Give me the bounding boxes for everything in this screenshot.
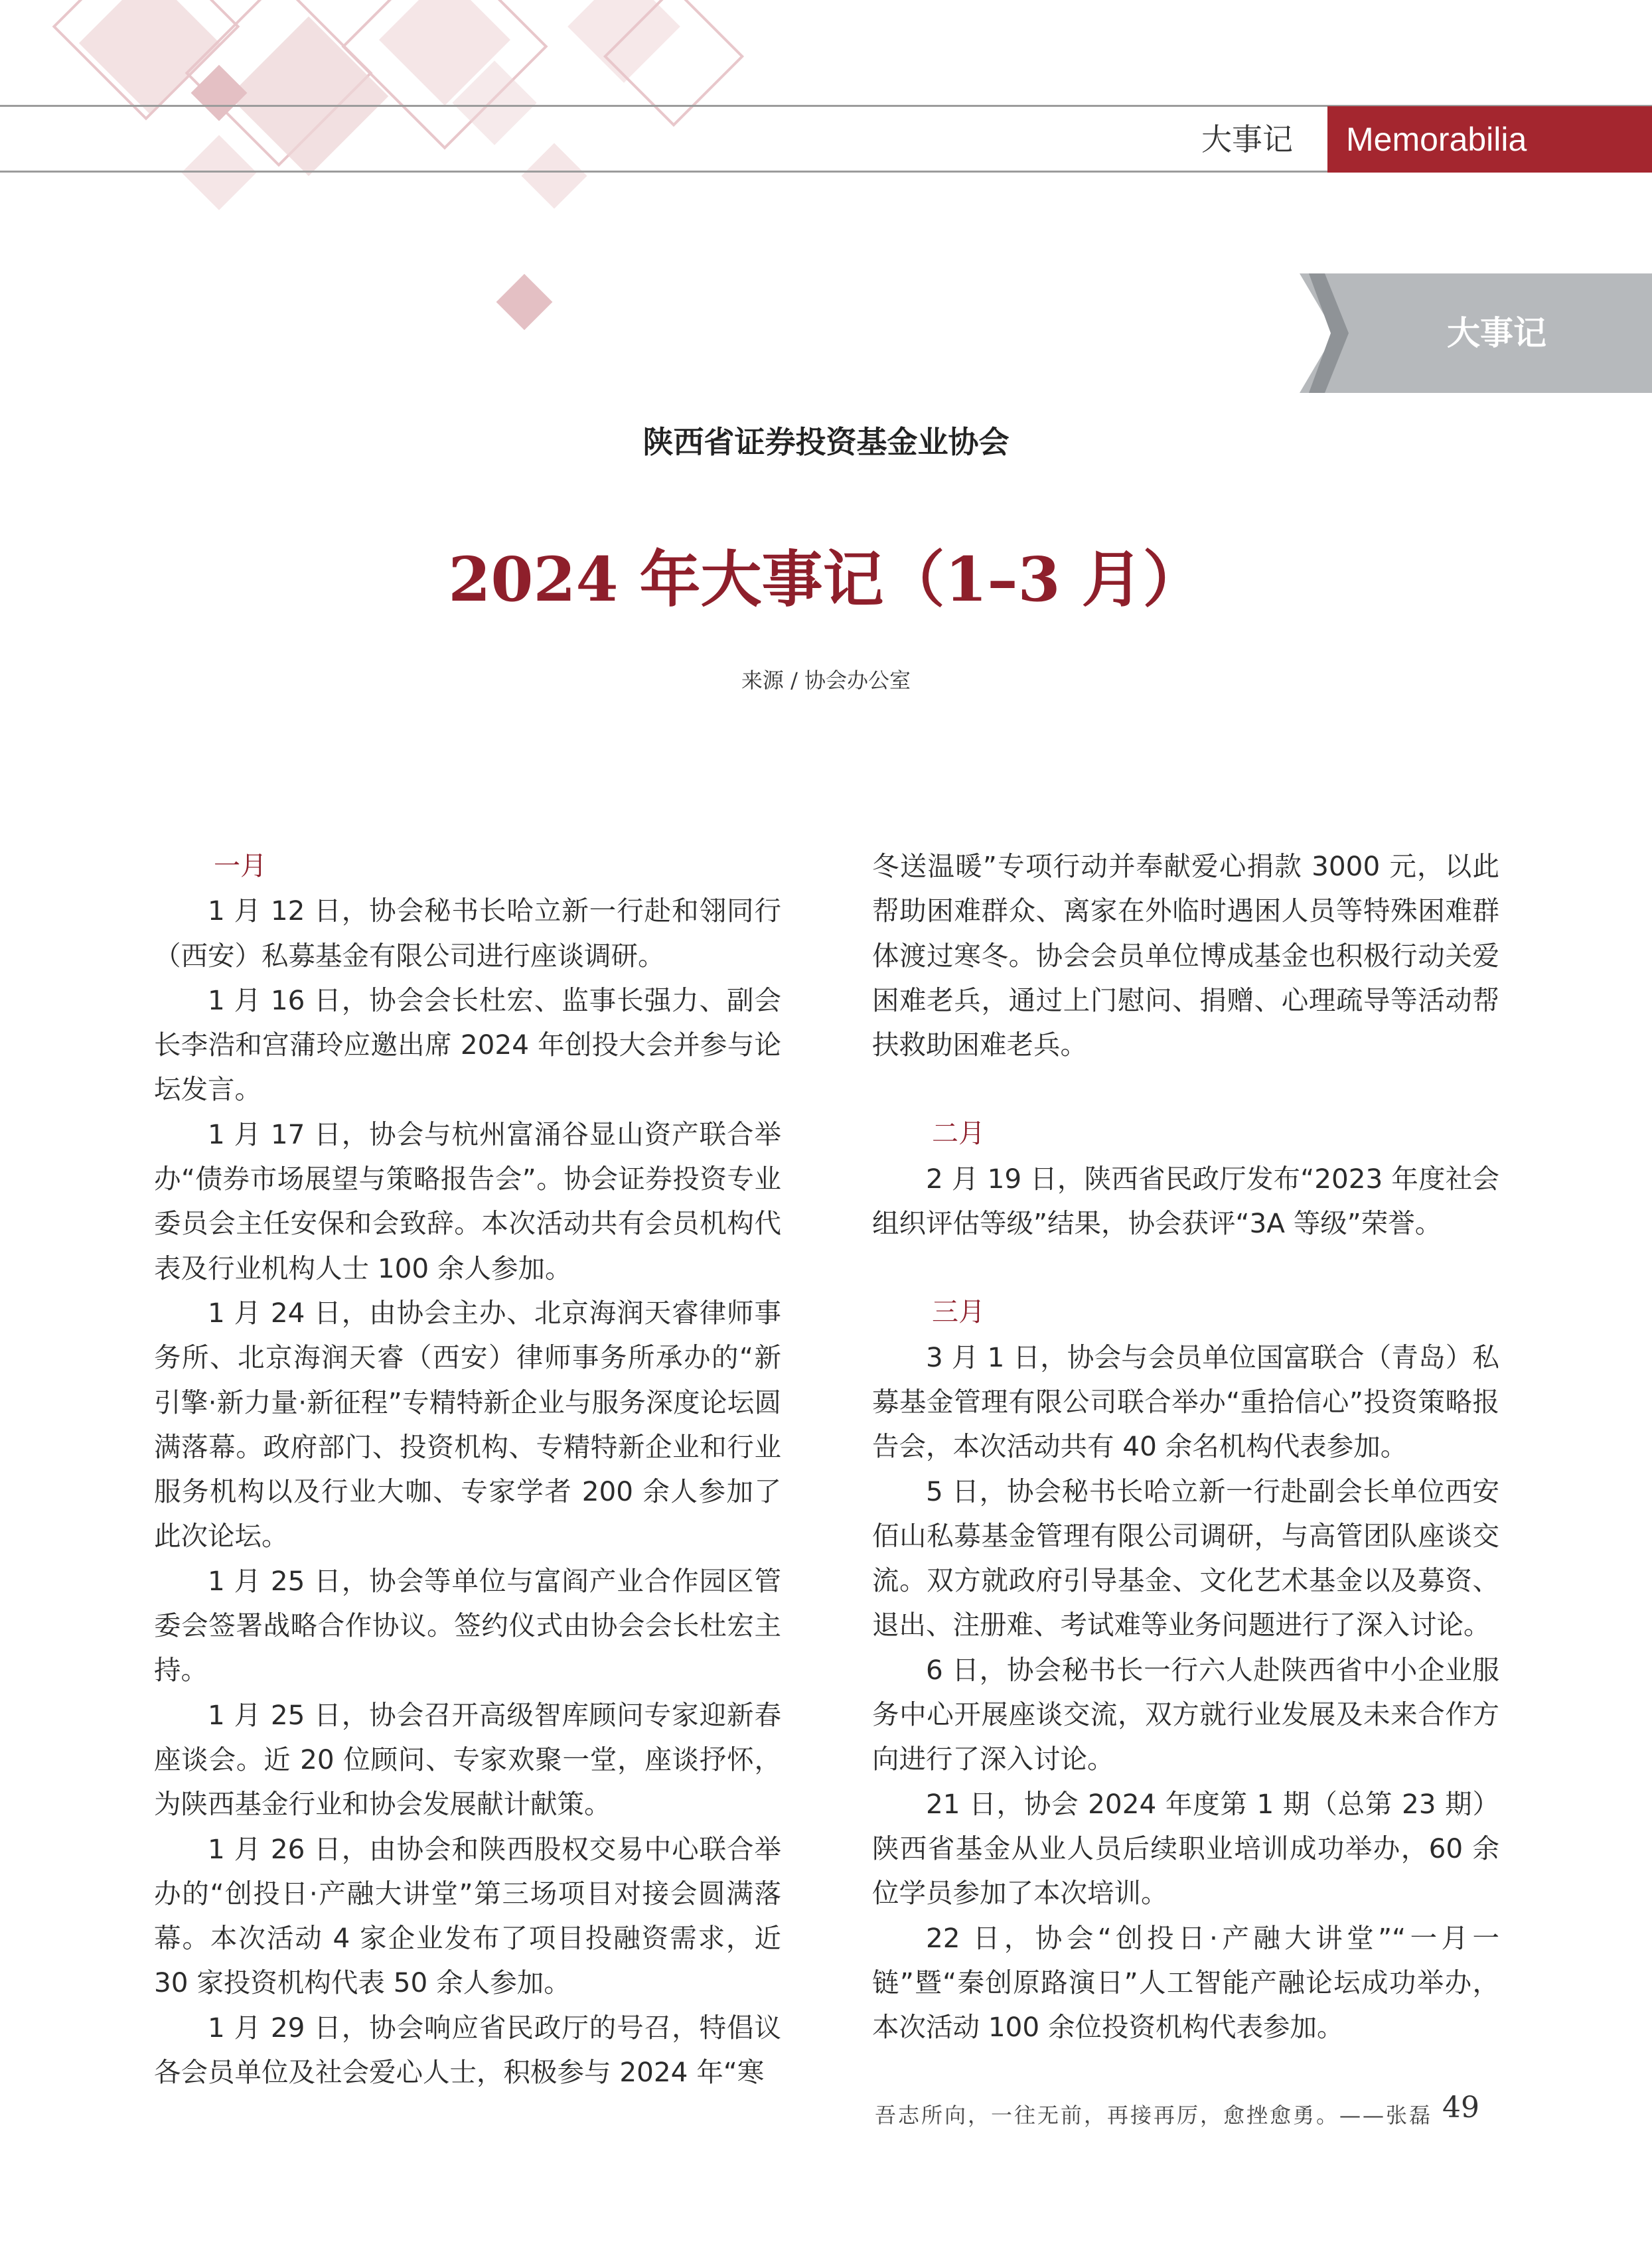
page-number: 49 [1442, 2091, 1479, 2125]
paragraph: 21 日，协会 2024 年度第 1 期（总第 23 期）陕西省基金从业人员后续职业培训成功举办，60 余位学员参加了本次培训。 [872, 1787, 1499, 1909]
right-column [872, 844, 1499, 2050]
article-source: 来源 / 协会办公室 [741, 668, 911, 693]
section-label-en: Memorabilia [1327, 106, 1652, 173]
article-title: 2024 年大事记（1–3 月） [448, 544, 1204, 615]
paragraph: 1 月 12 日，协会秘书长哈立新一行赴和翎同行（西安）私募基金有限公司进行座谈调研。 [154, 895, 781, 972]
paragraph: 1 月 26 日，由协会和陕西股权交易中心联合举办的“创投日·产融大讲堂”第三场项目对接会圆满落幕。本次活动 4 家企业发布了项目投融资需求，近 30 家投资机构代表 50 余人参加。 [154, 1832, 781, 1999]
paragraph: 1 月 16 日，协会会长杜宏、监事长强力、副会长李浩和宫蒲玲应邀出席 2024 年创投大会并参与论坛发言。 [154, 984, 781, 1106]
paragraph: 1 月 17 日，协会与杭州富涌谷显山资产联合举办“债券市场展望与策略报告会”。协会证券投资专业委员会主任安保和会致辞。本次活动共有会员机构代表及行业机构人士 100 余人参加。 [154, 1118, 781, 1284]
decorative-diamond [522, 143, 587, 209]
paragraph-continued: 冬送温暖”专项行动并奉献爱心捐款 3000 元，以此帮助困难群众、离家在外临时遇困人员等特殊困难群体渡过寒冬。协会会员单位博成基金也积极行动关爱困难老兵，通过上门慰问、捐赠、心理疏导等活动帮扶救助困难老兵。 [872, 850, 1499, 1061]
paragraph: 5 日，协会秘书长哈立新一行赴副会长单位西安佰山私募基金管理有限公司调研，与高管团队座谈交流。双方就政府引导基金、文化艺术基金以及募资、退出、注册难、考试难等业务问题进行了深入讨论。 [872, 1475, 1499, 1641]
month-heading-february: 二月 [932, 1118, 985, 1150]
paragraph: 6 日，协会秘书长一行六人赴陕西省中小企业服务中心开展座谈交流，双方就行业发展及未来合作方向进行了深入讨论。 [872, 1653, 1499, 1775]
section-label-zh: 大事记 [1201, 121, 1293, 157]
organization-name: 陕西省证券投资基金业协会 [642, 424, 1010, 460]
paragraph: 3 月 1 日，协会与会员单位国富联合（青岛）私募基金管理有限公司联合举办“重拾信心”投资策略报告会，本次活动共有 40 余名机构代表参加。 [872, 1341, 1499, 1463]
footer-quote: 吾志所向，一往无前，再接再厉，愈挫愈勇。——张磊 [875, 2103, 1433, 2128]
left-column [154, 844, 781, 2095]
month-heading-january: 一月 [214, 851, 267, 881]
section-tab-label: 大事记 [1447, 313, 1546, 352]
paragraph: 1 月 24 日，由协会主办、北京海润天睿律师事务所、北京海润天睿（西安）律师事务所承办的“新引擎·新力量·新征程”专精特新企业与服务深度论坛圆满落幕。政府部门、投资机构、专精特新企业和行业服务机构以及行业大咖、专家学者 200 余人参加了此次论坛。 [154, 1296, 781, 1552]
paragraph: 22 日，协会“创投日·产融大讲堂”“一月一链”暨“秦创原路演日”人工智能产融论坛成功举办，本次活动 100 余位投资机构代表参加。 [872, 1921, 1499, 2044]
paragraph: 1 月 29 日，协会响应省民政厅的号召，特倡议各会员单位及社会爱心人士，积极参与 2024 年“寒 [154, 2011, 781, 2089]
paragraph: 1 月 25 日，协会召开高级智库顾问专家迎新春座谈会。近 20 位顾问、专家欢聚一堂，座谈抒怀，为陕西基金行业和协会发展献计献策。 [154, 1698, 781, 1821]
decorative-diamond [181, 135, 256, 210]
month-heading-march: 三月 [932, 1297, 985, 1328]
paragraph: 2 月 19 日，陕西省民政厅发布“2023 年度社会组织评估等级”结果，协会获评“3A 等级”荣誉。 [872, 1162, 1499, 1240]
decorative-diamond [496, 274, 553, 331]
paragraph: 1 月 25 日，协会等单位与富阎产业合作园区管委会签署战略合作协议。签约仪式由协会会长杜宏主持。 [154, 1564, 781, 1686]
